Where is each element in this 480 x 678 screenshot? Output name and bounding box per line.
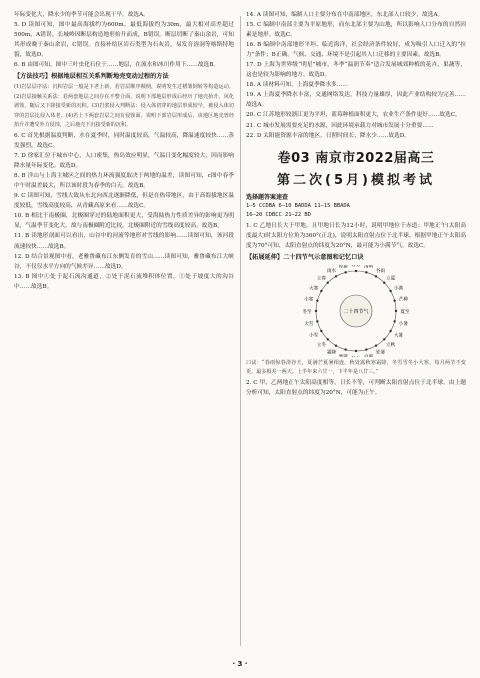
column-divider [240, 16, 241, 646]
section-header [246, 147, 466, 188]
answers-row: 16—20 CDBCC 21—22 BD [246, 212, 311, 219]
section-code: 卷03 [277, 150, 311, 166]
term-label: 立夏 [386, 276, 396, 282]
term-dot [389, 330, 391, 332]
solar-terms-svg [246, 265, 466, 357]
term-label [351, 355, 361, 357]
page [14, 10, 466, 650]
term-label: 雨水 [326, 269, 337, 275]
left-column [14, 10, 234, 292]
term-label: 大寒 [308, 286, 319, 292]
paragraph: 9. C 读图可知，雪线大致从东北向西北逐渐降低，但是在热带地区，由于高海拔地区温度较低，雪线高度较高，从青藏高原来看……故选C。 [14, 193, 234, 210]
paragraph: 6. C 首先根据温度判断，水在夏季时，同时温度较高，气温较高，降温速度较快……蒸发强烈，故选C。 [14, 133, 234, 150]
section-subtitle: 第二次(5月)模拟考试 [277, 172, 435, 188]
solar-terms-diagram [246, 265, 466, 357]
term-label: 谷雨 [375, 269, 386, 275]
term-dot [327, 281, 329, 283]
term-dot [355, 270, 357, 272]
term-label: 小雪 [308, 333, 319, 339]
term-label: 春分 [351, 264, 361, 268]
term-label: 惊蛰 [338, 264, 348, 270]
paragraph: 13. B 图中①处于泥石流沟通道，②处于泥石流堆积体位置，①处于坡度大的沟谷中……故选B。 [14, 273, 234, 290]
term-dot [365, 348, 367, 350]
term-dot [383, 338, 385, 340]
paragraph: 8. B 洋山与上海主城区之间的热力环流强度取决于两地的温差，读图可知，c图中春季中午时温差最大，所以该时段为春季的白天。故选B。 [14, 173, 234, 190]
term-dot [316, 299, 318, 301]
term-dot [393, 299, 395, 301]
term-label: 芒种 [398, 297, 408, 303]
term-dot [316, 320, 318, 322]
tip-title: 【方法技巧】根据地层相互关系判断地壳变动过程的方法 [14, 73, 169, 81]
term-label: 夏至 [400, 309, 410, 315]
answer-item: 15. C 编制中南部主要为平原地形，而东北部主要为山地，所以影响人口分布的自然因素是地形。故选C。 [246, 22, 466, 39]
answers-label: 选择题答案速查 [246, 193, 289, 201]
term-dot [393, 320, 395, 322]
term-label [339, 353, 349, 357]
paragraph: 7. D 徐家汇位于城市中心，人口密集，热岛效应明显，气温日变化幅度较大，因而影响降水量年际变化。故选D。 [14, 153, 234, 170]
term-label: 大雪 [304, 321, 314, 327]
paragraph: 年际变化大，降水少的季节可能会出现干旱。故选A。 [14, 12, 149, 18]
answer-item: 18. A 读材料可知，上海夏季降水多…… [246, 82, 349, 89]
tip-body: (1)岩层层序法：沉积岩层一般是下老上新，若岩层顺序颠倒，说明发生过褶皱倒转等构造运动。(2)岩层接触关系法：若两套地层之间存在不整合面，说明下部地层形成后经历了地壳抬升、风化剥蚀，随后又下降接受新的沉积。(3)岩浆侵入判断法：侵入体切穿的地层形成较早，被侵入体切穿的岩层比侵入体老。(4)若上下两套岩层之间有侵蚀面，说明下部岩层形成后，该地区地壳曾经抬升并遭受外力侵蚀，之后地壳下沉接受新的沉积。 [14, 84, 234, 129]
term-label: 处暑 [375, 350, 386, 356]
term-label: 立春 [316, 276, 326, 282]
term-dot [327, 338, 329, 340]
answer-item: 14. A 读图可知，编制人口主要分布在中南部地区，东北部人口较少，故选A。 [246, 12, 444, 18]
term-dot [320, 330, 322, 332]
term-dot [344, 271, 346, 273]
term-dot [315, 310, 317, 312]
answer-item: 19. A 上海夏季降水丰富，交通网络发达，科技力量雄厚，因此产业结构较为完善……故选A。 [246, 92, 466, 109]
paragraph: 5. D 读图可知，图中最高海拔约为600m，最低海拔约为30m，最大相对高差超过500m，A错误。长城岭因断层构造地形抬升而成，B错误。断层切断了秦山余岩，可知其形成晚于秦山余岩，C错误。直接补给区岩石类型为石灰岩，易发育溶洞等喀斯特地貌，故选D。 [14, 22, 234, 59]
term-dot [389, 290, 391, 292]
term-label: 小寒 [304, 297, 314, 303]
mnemonic-poem: 口诀：“春雨惊春清谷天，夏满芒夏暑相连。秋处露秋寒霜降，冬雪雪冬小大寒。每月两节不变更，最多相差一两天。上半年来六廿一，下半年是八廿三。” [246, 359, 466, 376]
term-dot [355, 350, 357, 352]
answer-item: 17. D 上海为世界级“明星”城市，冬季“温润节奏”适合发展城郊种植的花卉、果蔬等，这也是较为影响的地方。故选D。 [246, 62, 466, 79]
question-2-explanation: 2. C 甲、乙两地正午太阳高度相等，日长不等，可判断太阳直射点位于北半球。由上题分析可知，太阳直射点的纬度为20°N，可能为正午。 [246, 380, 466, 397]
term-label: 大暑 [393, 333, 404, 339]
term-label: 清明 [364, 264, 374, 270]
answer-item: 20. C 江苏地形较浙江更为平坦，蓝莓种植面积更大，农业生产条件更好……故选C。 [246, 112, 461, 119]
section-title [246, 147, 466, 166]
paragraph: 10. B 相比于南极圈，北极圈穿过的陆地面积更大，受海陆热力性质差异的影响更为明显，气温季节变化大，故与南极圈附近比较，北极圈附近的雪线高度较高。故选B。 [14, 213, 234, 230]
paragraph: 11. B 读地形剖面可以看出，山谷中的河流等地形对雪线的影响……读图可知，该河段流速较快……故选B。 [14, 233, 234, 250]
right-column [246, 10, 466, 398]
answers-row: 1—5 CCDBA 6—10 BADDA 11—15 BBADA [246, 202, 350, 209]
diagram-center-label: 二十四节气 [343, 308, 369, 315]
term-label: 小满 [393, 286, 404, 292]
term-label: 冬至 [302, 309, 312, 315]
term-dot [335, 344, 337, 346]
term-dot [344, 348, 346, 350]
term-dot [365, 271, 367, 273]
term-label: 立冬 [316, 342, 326, 348]
term-label: 小暑 [398, 321, 408, 327]
section-title-text: 南京市2022届高三 [315, 150, 435, 166]
answer-item: 22. D 太阳能资源丰富的地区，日照时间长，降水少……故选D。 [246, 132, 410, 139]
paragraph: 12. D 结合景观图中看，老雅鲁藏布江东侧发育的雪山……读图可知，雅鲁藏布江大峡谷，不仅仅水平方向的气候差异……故选D。 [14, 253, 234, 270]
term-dot [335, 275, 337, 277]
page-number: · 3 · [232, 660, 248, 668]
term-dot [383, 281, 385, 283]
term-dot [320, 290, 322, 292]
term-dot [395, 310, 397, 312]
term-dot [375, 275, 377, 277]
term-label: 立秋 [386, 342, 396, 348]
answer-item: 16. B 编制中南部地形平坦、临近海洋，社会经济条件较好，成为吸引人口迁入的“拉力”条件；B正确。气候、交通、环境不是引起其人口迁移的主要因素。故选B。 [246, 42, 466, 59]
term-dot [375, 344, 377, 346]
paragraph: 6. B 由图可知，图中三叶虫化石位于……地层，在流水和冰川作用下……故选B。 [14, 62, 220, 69]
term-label [364, 353, 374, 357]
answer-item: 21. C 城市发展需要充足的水源，因此环境承载力对城市发展十分重要…… [246, 122, 434, 129]
question-1-explanation: 1. C 乙地日长大于甲地，且甲地日长为12小时，说明甲地位于赤道；甲地正午(太阳高度最大)时太阳方位角为360°(正北)，说明太阳直射点位于北半球，根据甲地正午太阳高度为70°可知，太阳直射点的纬度为20°N，最可能为小满节气。故选C。 [246, 222, 466, 249]
extension-title: 【拓展延伸】二十四节气示意图和记忆口诀 [246, 253, 364, 261]
term-label: 霜降 [326, 350, 337, 356]
